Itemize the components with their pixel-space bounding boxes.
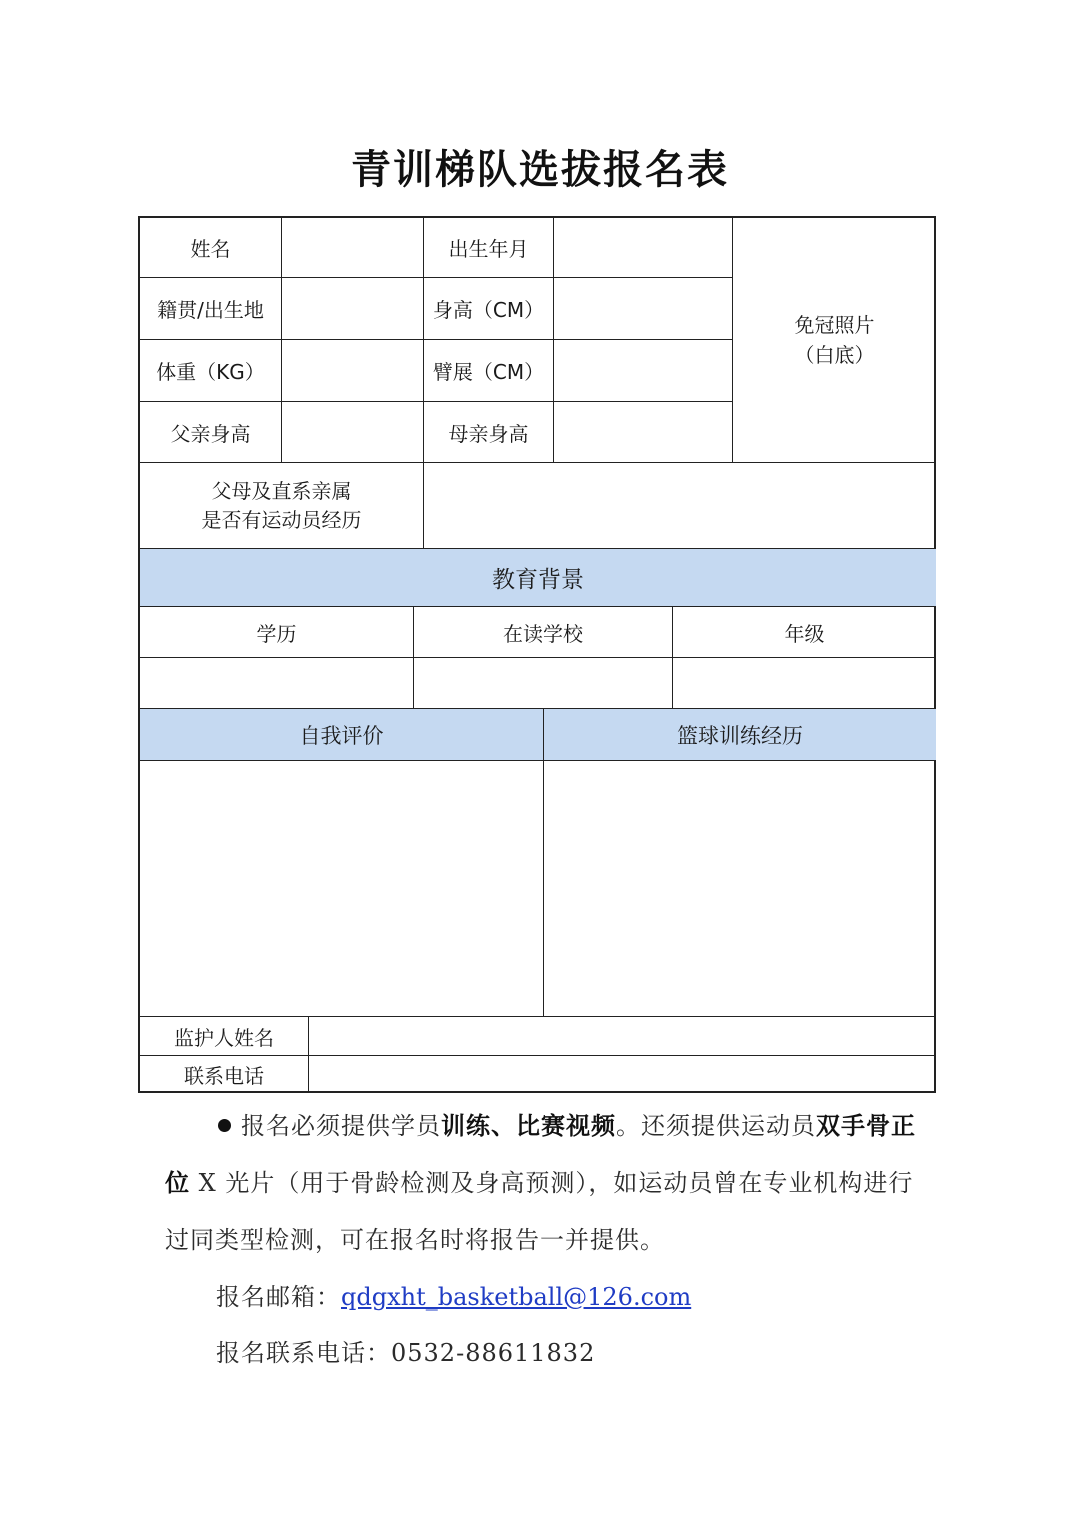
training-history-field[interactable]: [543, 760, 936, 1016]
self-evaluation-field[interactable]: [140, 760, 543, 1016]
note-line-2: [165, 1163, 913, 1198]
note-1d: 双手骨正: [816, 1111, 916, 1140]
note-2b: X 光片（用于骨龄检测及身高预测），如运动员曾在专业机构进行: [190, 1169, 914, 1197]
label-guardian-phone: 联系电话: [140, 1055, 308, 1093]
athlete-family-line1: 父母及直系亲属: [211, 478, 352, 503]
label-birth: 出生年月: [423, 218, 553, 277]
form-title: 青训梯队选拔报名表: [351, 146, 729, 193]
phone-number: 0532-88611832: [391, 1339, 596, 1367]
weight-field[interactable]: [281, 339, 423, 401]
note-1a: 报名必须提供学员: [241, 1112, 441, 1140]
note-line-1: [218, 1106, 916, 1141]
email-link[interactable]: qdgxht_basketball@126.com: [341, 1283, 692, 1311]
label-height: 身高（CM）: [423, 277, 553, 339]
label-wingspan: 臂展（CM）: [423, 339, 553, 401]
label-father-height: 父亲身高: [140, 401, 281, 462]
grade-field[interactable]: [672, 657, 936, 708]
athlete-family-field[interactable]: [423, 462, 936, 548]
label-guardian-name: 监护人姓名: [140, 1016, 308, 1055]
note-1c: 。还须提供运动员: [616, 1112, 816, 1140]
education-col-school: 在读学校: [413, 606, 672, 657]
education-col-degree: 学历: [140, 606, 413, 657]
photo-label-line1: 免冠照片: [794, 313, 875, 337]
height-field[interactable]: [553, 277, 732, 339]
registration-form-table: [138, 216, 936, 1093]
email-label: 报名邮箱：: [216, 1283, 341, 1311]
athlete-family-line2: 是否有运动员经历: [201, 507, 362, 532]
bullet-icon: [218, 1119, 231, 1132]
label-hometown: 籍贯/出生地: [140, 277, 281, 339]
name-field[interactable]: [281, 218, 423, 277]
label-weight: 体重（KG）: [140, 339, 281, 401]
phone-line: [216, 1333, 595, 1368]
label-athlete-family: [140, 462, 423, 548]
guardian-phone-field[interactable]: [308, 1055, 936, 1093]
note-1b: 训练、比赛视频: [441, 1111, 616, 1140]
education-col-grade: 年级: [672, 606, 936, 657]
father-height-field[interactable]: [281, 401, 423, 462]
birth-field[interactable]: [553, 218, 732, 277]
photo-area[interactable]: [732, 218, 936, 462]
note-2a: 位: [165, 1168, 190, 1197]
training-history-header: 篮球训练经历: [543, 708, 936, 760]
photo-label-line2: （白底）: [794, 343, 875, 367]
guardian-name-field[interactable]: [308, 1016, 936, 1055]
self-evaluation-header: 自我评价: [140, 708, 543, 760]
mother-height-field[interactable]: [553, 401, 732, 462]
phone-label: 报名联系电话：: [216, 1339, 391, 1367]
education-header: 教育背景: [140, 548, 936, 606]
wingspan-field[interactable]: [553, 339, 732, 401]
degree-field[interactable]: [140, 657, 413, 708]
label-name: 姓名: [190, 237, 231, 261]
label-mother-height: 母亲身高: [423, 401, 553, 462]
note-line-3: 过同类型检测，可在报名时将报告一并提供。: [165, 1226, 665, 1254]
hometown-field[interactable]: [281, 277, 423, 339]
school-field[interactable]: [413, 657, 672, 708]
email-line: [216, 1277, 691, 1312]
